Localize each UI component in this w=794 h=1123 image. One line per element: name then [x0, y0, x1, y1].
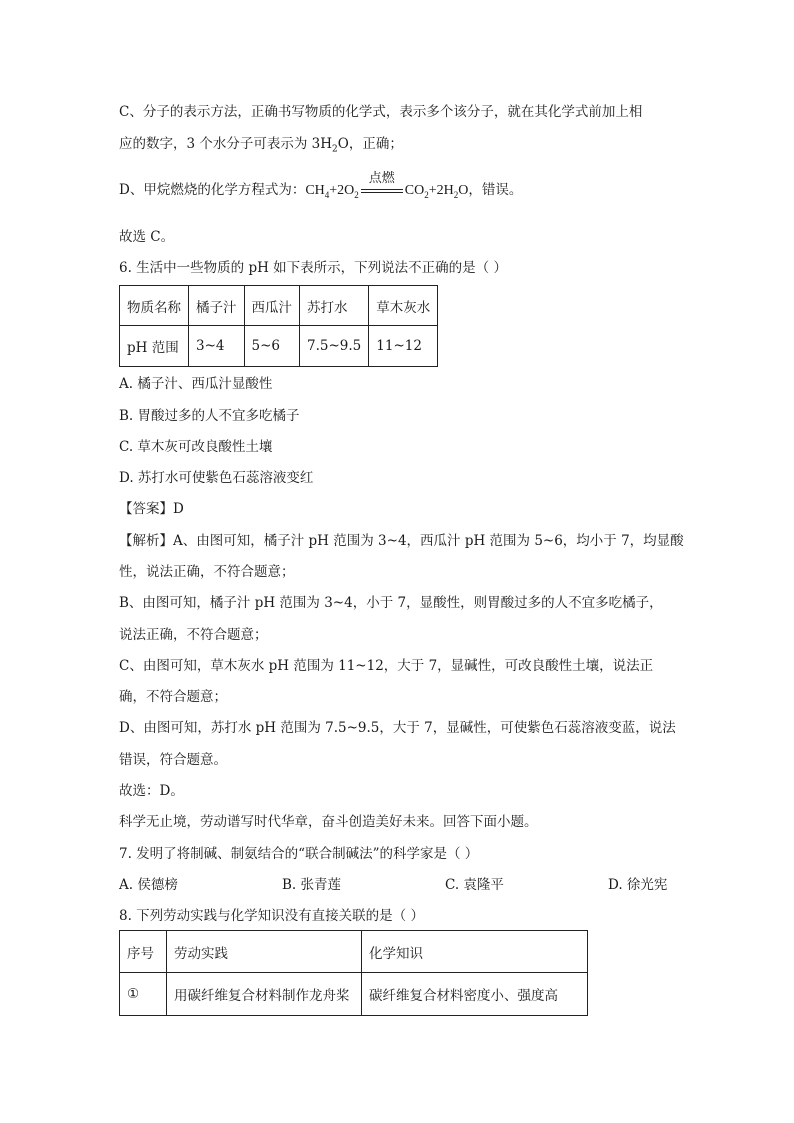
q6-analysis-line: 说法正确，不符合题意；	[119, 627, 268, 643]
table-cell: 西瓜汁	[244, 286, 300, 326]
eq-part: +2O	[329, 183, 355, 198]
eq-sub: 2	[453, 189, 459, 200]
q6-analysis-line: 错误，符合题意。	[119, 752, 227, 768]
eq-sub: 2	[354, 189, 359, 200]
q6-analysis-line: 故选：D。	[119, 783, 184, 799]
eq-part: O	[458, 183, 469, 198]
table-cell: 7.5~9.5	[300, 326, 369, 367]
q7-option-b: B. 张青莲	[282, 877, 342, 893]
q6-ph-table	[119, 285, 438, 367]
q6-analysis-line: 【解析】A、由图可知，橘子汁 pH 范围为 3~4，西瓜汁 pH 范围为 5~6，均小于 7，均显酸	[119, 533, 684, 549]
explanation-c-line1: C、分子的表示方法，正确书写物质的化学式，表示多个该分子，就在其化学式前加上相	[119, 104, 643, 120]
q8-table	[119, 930, 588, 1016]
q8-stem: 8. 下列劳动实践与化学知识没有直接关联的是（ ）	[119, 908, 424, 924]
table-header-row	[120, 286, 438, 326]
table-cell: 用碳纤维复合材料制作龙舟桨	[167, 973, 362, 1016]
q6-analysis-line: D、由图可知，苏打水 pH 范围为 7.5~9.5，大于 7，显碱性，可使紫色石蕊溶液变蓝，说法	[119, 720, 676, 736]
table-cell: 草木灰水	[369, 286, 438, 326]
q6-analysis-line: B、由图可知，橘子汁 pH 范围为 3~4，小于 7，显酸性，则胃酸过多的人不宜多吃橘子，	[119, 595, 663, 611]
table-cell: pH 范围	[120, 326, 189, 367]
explanation-d-line	[119, 170, 523, 200]
table-cell: 3~4	[189, 326, 245, 367]
table-row	[120, 973, 588, 1016]
q7-option-c: C. 袁隆平	[445, 877, 504, 893]
q6-option-d: D. 苏打水可使紫色石蕊溶液变红	[119, 470, 314, 486]
table-row	[120, 326, 438, 367]
q6-analysis-line: 性，说法正确，不符合题意；	[119, 564, 295, 580]
q6-answer: 【答案】D	[119, 501, 184, 517]
q6-option-a: A. 橘子汁、西瓜汁显酸性	[119, 376, 273, 392]
q6-analysis-line: 确，不符合题意；	[119, 689, 227, 705]
table-cell: 物质名称	[120, 286, 189, 326]
table-cell: ①	[120, 973, 167, 1016]
intro-text: 科学无止境，劳动谱写时代华章，奋斗创造美好未来。回答下面小题。	[119, 814, 538, 830]
q7-stem: 7. 发明了将制碱、制氨结合的“联合制碱法”的科学家是（ ）	[119, 846, 479, 862]
table-cell: 碳纤维复合材料密度小、强度高	[362, 973, 588, 1016]
subscript: 2	[332, 144, 338, 155]
q6-stem: 6. 生活中一些物质的 pH 如下表所示，下列说法不正确的是（ ）	[119, 260, 507, 276]
explanation-c-line2	[119, 135, 403, 153]
table-cell: 劳动实践	[167, 931, 362, 973]
table-cell: 11~12	[369, 326, 438, 367]
d-suffix: ，错误。	[468, 182, 523, 198]
eq-sub: 4	[324, 189, 330, 200]
equation	[305, 170, 469, 200]
q6-option-b: B. 胃酸过多的人不宜多吃橘子	[119, 408, 300, 424]
table-cell: 5~6	[244, 326, 300, 367]
text: O，正确；	[337, 136, 403, 152]
q7-option-d: D. 徐光宪	[608, 877, 668, 893]
eq-part: CH	[305, 183, 325, 198]
table-cell: 橘子汁	[189, 286, 245, 326]
eq-sub: 2	[424, 189, 429, 200]
eq-part: +2H	[428, 183, 454, 198]
table-cell: 序号	[120, 931, 167, 973]
text: 应的数字，3 个水分子可表示为 3H	[119, 136, 333, 152]
q7-option-a: A. 侯德榜	[119, 877, 178, 893]
table-cell: 化学知识	[362, 931, 588, 973]
table-header-row	[120, 931, 588, 973]
reaction-condition: 点燃	[368, 170, 395, 185]
explanation-answer: 故选 C。	[119, 229, 175, 245]
d-prefix: D、甲烷燃烧的化学方程式为：	[119, 182, 306, 198]
table-cell: 苏打水	[300, 286, 369, 326]
q6-analysis-line: C、由图可知，草木灰水 pH 范围为 11~12，大于 7，显碱性，可改良酸性土壤，说法正	[119, 658, 654, 674]
eq-part: CO	[404, 183, 425, 198]
q6-option-c: C. 草木灰可改良酸性土壤	[119, 439, 273, 455]
reaction-arrow	[359, 170, 405, 199]
